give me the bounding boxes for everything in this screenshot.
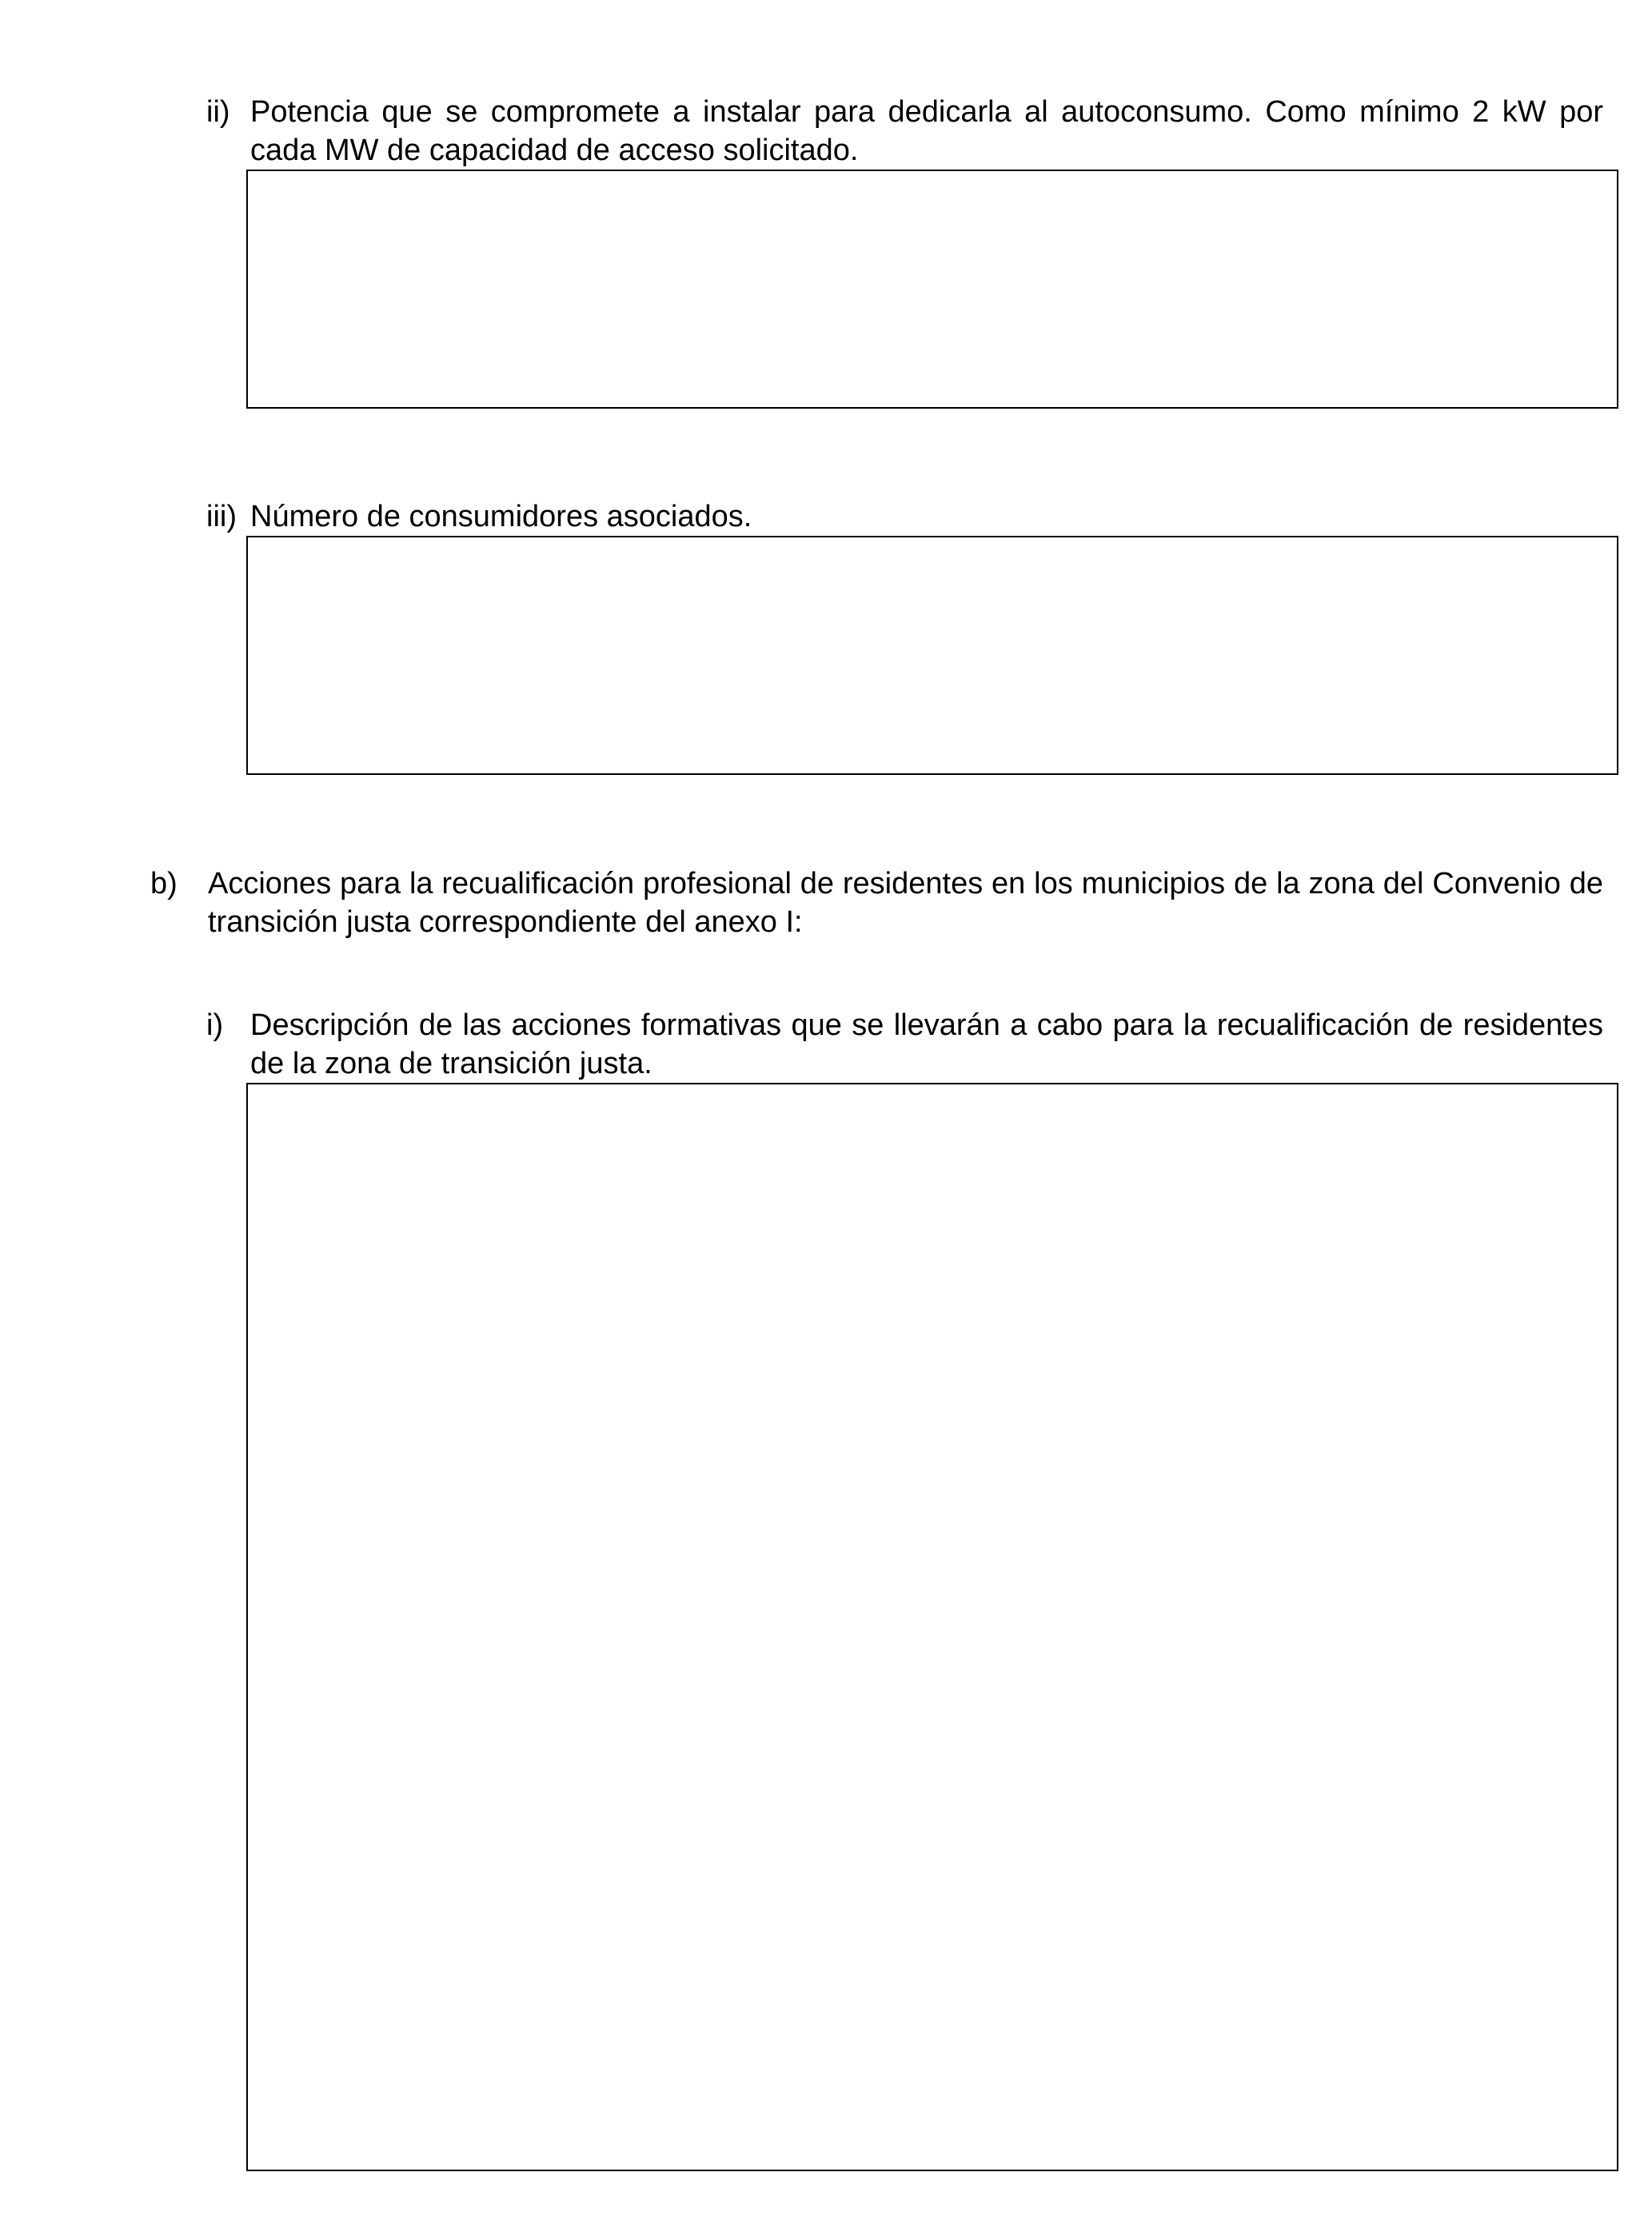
item-iii-marker: iii) [206,500,237,533]
item-b-i-text: Descripción de las acciones formativas que se llevarán a cabo para la recualificación de residentes de la zona de transición justa. [250,1008,1603,1080]
item-iii-text: Número de consumidores asociados. [250,500,752,533]
item-b-i-marker: i) [206,1008,224,1042]
item-ii-marker: ii) [206,95,230,129]
item-ii-input-box[interactable] [246,170,1618,409]
item-ii-text: Potencia que se compromete a instalar para dedicarla al autoconsumo. Como mínimo 2 kW por cada MW de capacidad de acceso solicitado. [250,95,1603,167]
item-b-i-input-box[interactable] [246,1083,1618,2171]
section-b-text: Acciones para la recualificación profesional de residentes en los municipios de la zona del Convenio de transición justa correspondiente del anexo I: [208,867,1603,939]
section-b-marker: b) [150,867,178,900]
item-iii-input-box[interactable] [246,536,1618,775]
